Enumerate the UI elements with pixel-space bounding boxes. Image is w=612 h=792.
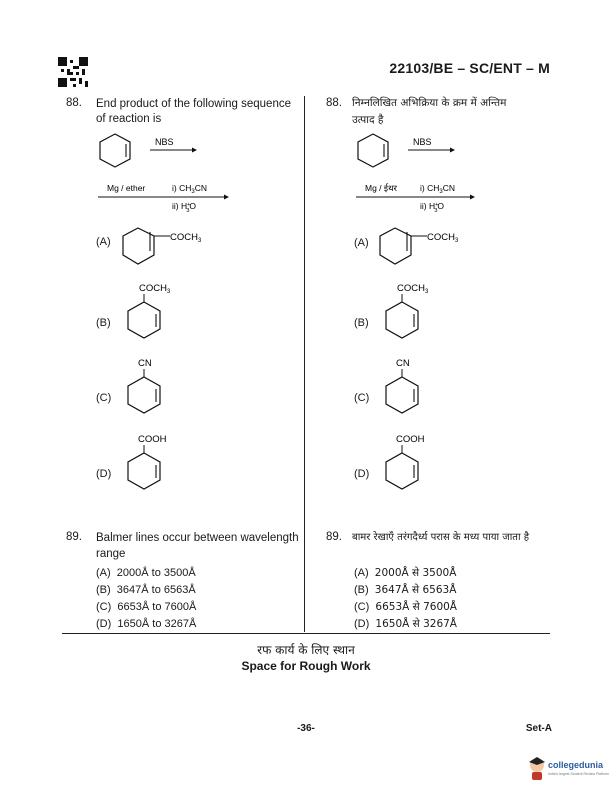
arrow-head — [450, 148, 455, 153]
q88-option-b-structure — [116, 280, 206, 346]
arrow-head — [470, 195, 475, 200]
page-number: -36- — [297, 723, 315, 734]
q89-option-c: (C) 6653Å to 7600Å — [96, 601, 197, 613]
q89-number: 89. — [66, 531, 82, 543]
q88-option-c-structure — [116, 355, 206, 421]
q88-text-hi-line1: निम्नलिखित अभिक्रिया के क्रम में अन्तिम — [352, 97, 507, 109]
reagent-mg: Mg / ether — [107, 183, 146, 193]
group-label: $COCH_3$ — [427, 232, 459, 244]
set-label: Set-A — [525, 723, 552, 734]
q88-option-b-label-hi: (B) — [354, 317, 369, 329]
q88-option-a-structure-hi — [371, 224, 491, 270]
q88-option-d-label: (D) — [96, 468, 112, 480]
q88-reaction-en — [92, 132, 302, 222]
group-label: $COCH_3$ — [397, 283, 429, 295]
q88-option-b-structure-hi — [374, 280, 464, 346]
column-divider — [304, 96, 305, 632]
group-label: COOH — [138, 434, 167, 445]
reagent-ii: ii) H+ 3O — [420, 201, 445, 214]
rough-work-heading-en: Space for Rough Work — [241, 659, 371, 673]
q89-options-en — [96, 565, 196, 633]
group-label: $COCH_3$ — [170, 232, 202, 244]
paper-code: 22103/BE – SC/ENT – M — [389, 60, 550, 76]
q89-text-en-line2: range — [96, 548, 126, 560]
q89-number-hi: 89. — [326, 531, 342, 543]
group-label: COOH — [396, 434, 425, 445]
reagent-ii: ii) H+ 3O — [172, 201, 197, 214]
brand-name: collegedunia — [548, 760, 604, 770]
qr-code — [58, 57, 88, 87]
q89-option-d: (D) 1650Å to 3267Å — [96, 618, 197, 630]
q88-option-d-label-hi: (D) — [354, 468, 370, 480]
group-label: CN — [396, 358, 410, 369]
q89-option-b-hi: (B) 3647Å से 6563Å — [354, 584, 457, 596]
rough-work-heading-hi: रफ कार्य के लिए स्थान — [257, 643, 355, 657]
q88-text-hi-line2: उत्पाद है — [352, 114, 384, 126]
q88-option-a-label-hi: (A) — [354, 237, 369, 249]
q88-option-c-label-hi: (C) — [354, 392, 370, 404]
brand-mascot-icon — [526, 755, 548, 781]
q88-option-a-structure — [114, 224, 234, 270]
group-label: CN — [138, 358, 152, 369]
reagent-nbs: NBS — [155, 137, 174, 147]
arrow-head — [192, 148, 197, 153]
q89-option-a-hi: (A) 2000Å से 3500Å — [354, 567, 457, 579]
q88-option-a-label: (A) — [96, 236, 111, 248]
q89-text-en-line1: Balmer lines occur between wavelength — [96, 532, 299, 544]
q89-option-d-hi: (D) 1650Å से 3267Å — [354, 618, 457, 630]
q88-option-d-structure — [116, 431, 206, 497]
group-label: $COCH_3$ — [139, 283, 171, 295]
q88-option-c-structure-hi — [374, 355, 464, 421]
reagent-mg: Mg / ईथर — [365, 183, 397, 193]
q88-text-en: End product of the following sequence of reaction is — [96, 98, 291, 125]
bottom-rule — [62, 633, 550, 634]
q88-number: 88. — [66, 97, 82, 109]
q89-options-hi — [354, 565, 457, 633]
reagent-i: i) $CH_3CN$ — [420, 183, 455, 195]
q88-reaction-hi — [350, 132, 560, 222]
q88-option-b-label: (B) — [96, 317, 111, 329]
arrow-head — [224, 195, 229, 200]
reagent-i: i) $CH_3CN$ — [172, 183, 207, 195]
reagent-nbs: NBS — [413, 137, 432, 147]
q89-option-b: (B) 3647Å to 6563Å — [96, 584, 196, 596]
q89-text-hi: बामर रेखाएँ तरंगदैर्ध्य परास के मध्य पाया जाता है — [352, 532, 530, 543]
q88-option-c-label: (C) — [96, 392, 112, 404]
q88-option-d-structure-hi — [374, 431, 464, 497]
q89-option-c-hi: (C) 6653Å से 7600Å — [354, 601, 457, 613]
brand-tagline: India's largest Student Review Platform — [548, 772, 609, 776]
q88-number-hi: 88. — [326, 97, 342, 109]
q89-option-a: (A) 2000Å to 3500Å — [96, 567, 196, 579]
